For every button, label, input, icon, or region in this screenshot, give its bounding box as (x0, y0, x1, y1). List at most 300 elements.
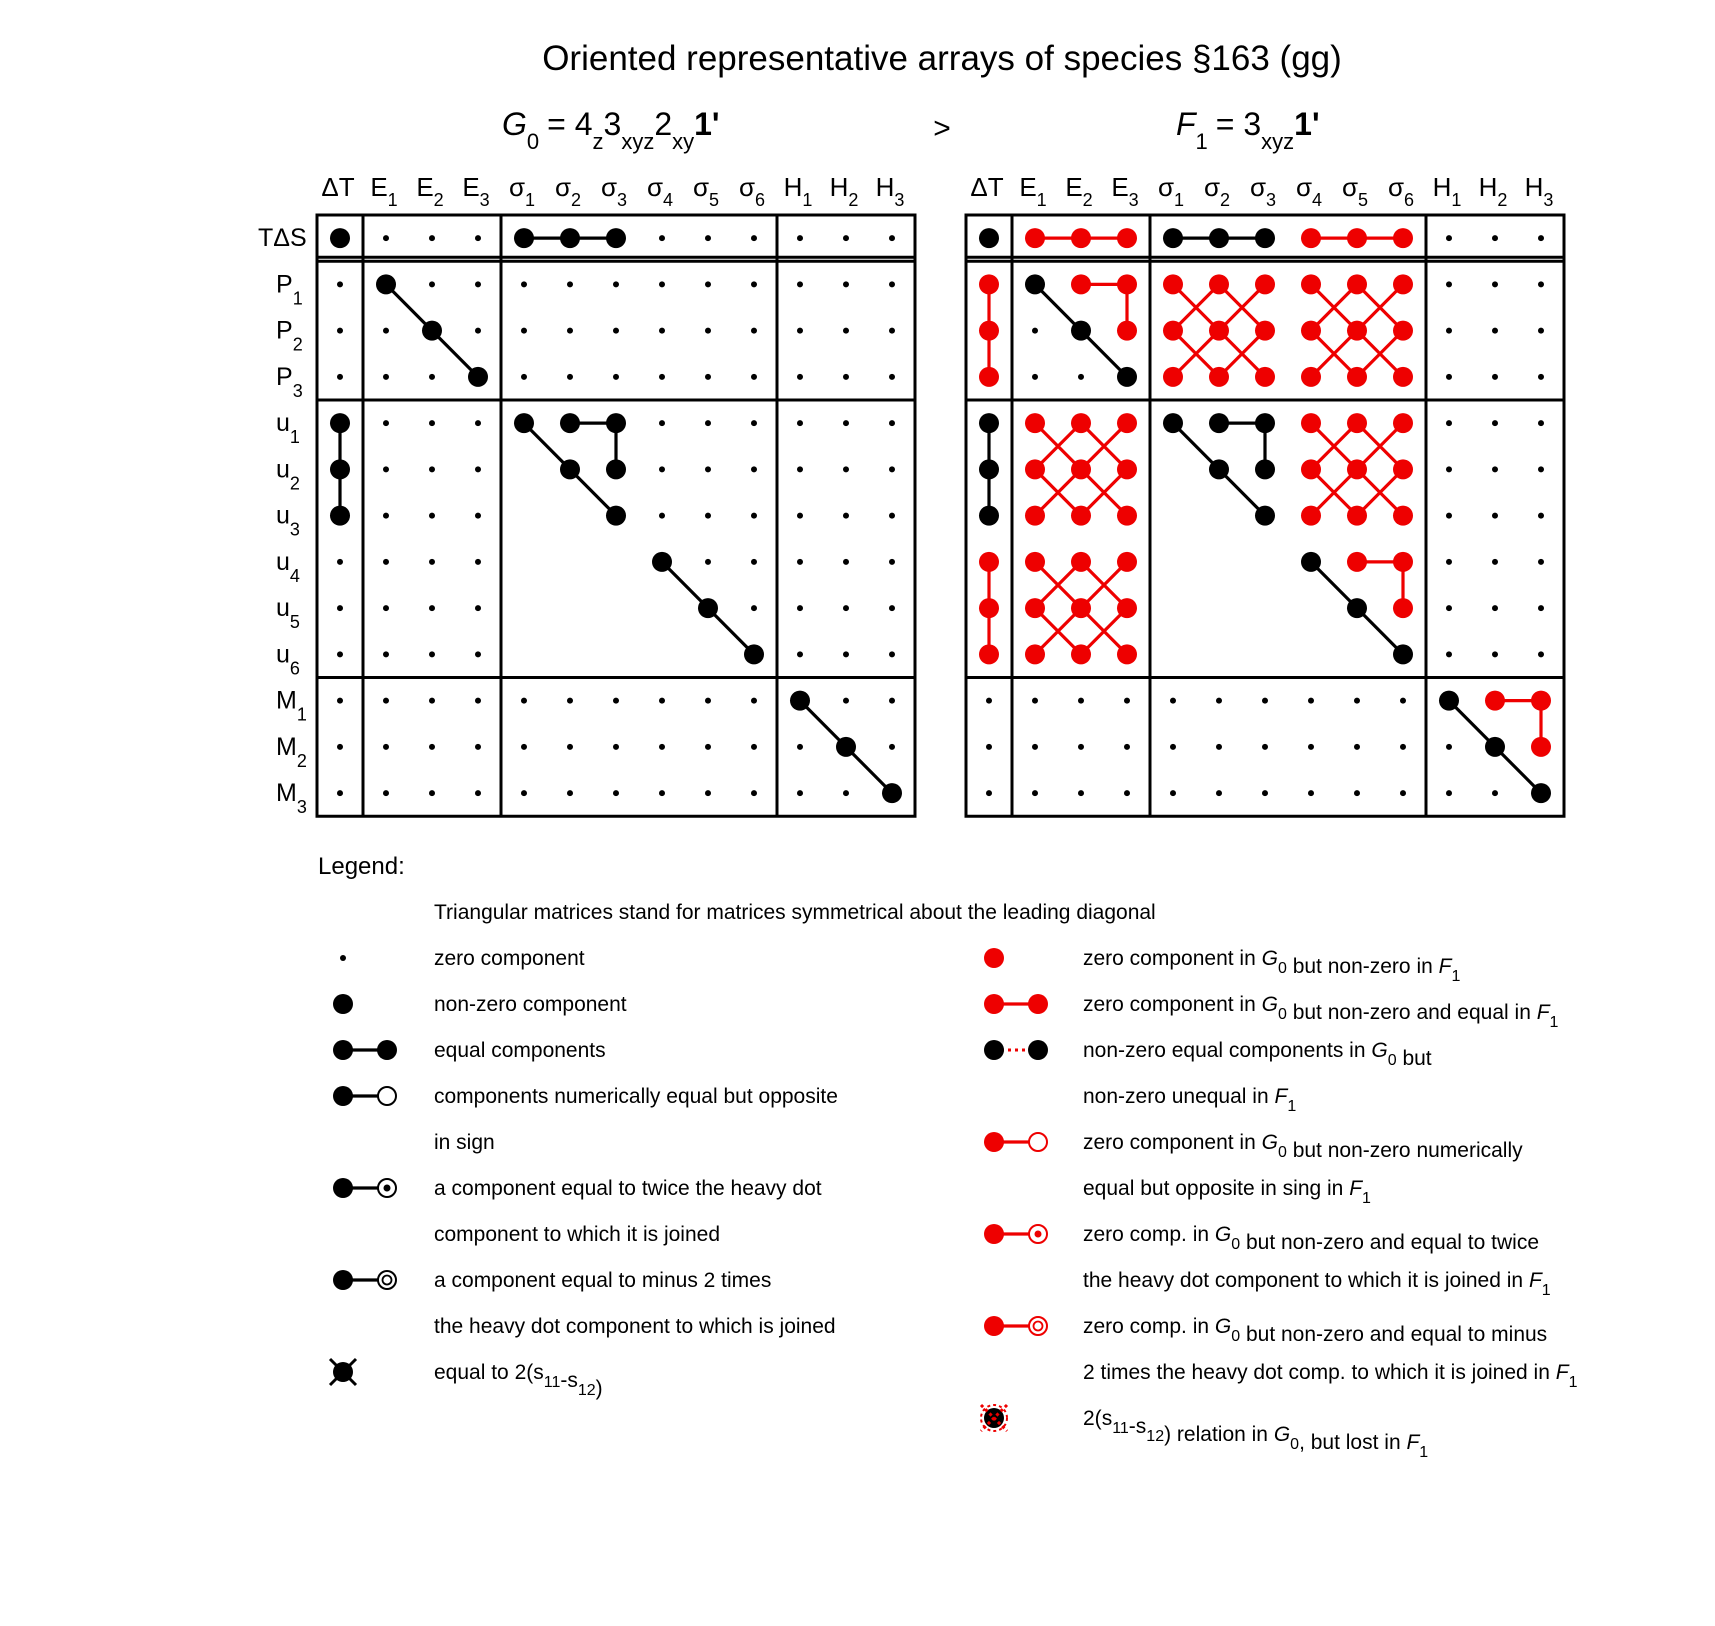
zero-component-dot (337, 559, 343, 565)
red-component-dot (1347, 274, 1367, 294)
zero-component-dot (659, 328, 665, 334)
column-header: $E_2$ (1065, 172, 1093, 210)
left-matrix (317, 172, 915, 816)
red-component-dot (1301, 459, 1321, 479)
opposite-icon (333, 1086, 396, 1106)
zero-component-dot (1354, 698, 1360, 704)
zero-component-dot (889, 466, 895, 472)
zero-component-dot (659, 698, 665, 704)
red-component-dot (1347, 367, 1367, 387)
nonzero-component-dot (979, 228, 999, 248)
zero-component-dot (889, 281, 895, 287)
red-component-dot (1117, 552, 1137, 572)
zero-component-dot (1262, 698, 1268, 704)
zero-component-dot (1538, 605, 1544, 611)
zero-component-dot (843, 790, 849, 796)
nonzero-component-dot (1255, 228, 1275, 248)
legend (318, 853, 1578, 1461)
zero-component-dot (797, 744, 803, 750)
zero-component-dot (1170, 790, 1176, 796)
zero-component-dot (337, 744, 343, 750)
nonzero-component-dot (514, 413, 534, 433)
zero-component-dot (567, 698, 573, 704)
zero-component-dot (383, 513, 389, 519)
red-component-dot (1301, 413, 1321, 433)
zero-component-dot (1078, 374, 1084, 380)
zero-component-dot (1492, 235, 1498, 241)
zero-component-dot (475, 744, 481, 750)
legend-item (984, 1223, 1551, 1299)
zero-component-dot (751, 281, 757, 287)
zero-component-dot (1446, 790, 1452, 796)
zero-component-dot (705, 328, 711, 334)
zero-component-dot (889, 420, 895, 426)
zero-component-dot (475, 328, 481, 334)
column-header: $\sigma_3$ (1249, 172, 1277, 210)
red-component-dot (1209, 274, 1229, 294)
zero-component-dot (1538, 466, 1544, 472)
zero-component-dot (337, 651, 343, 657)
row-header: $M_2$ (276, 732, 307, 771)
zero-component-dot (383, 235, 389, 241)
zero-component-dot (659, 281, 665, 287)
nonzero-component-dot (1347, 598, 1367, 618)
zero-component-dot (1216, 744, 1222, 750)
legend-item-text: component to which it is joined (434, 1223, 720, 1246)
zero-component-dot (1492, 328, 1498, 334)
zero-component-dot (1032, 374, 1038, 380)
zero-component-dot (797, 281, 803, 287)
red-component-dot (979, 274, 999, 294)
zero-component-dot (751, 698, 757, 704)
column-header: $\sigma_2$ (1203, 172, 1231, 210)
zero-component-dot (521, 698, 527, 704)
zero-component-dot (705, 374, 711, 380)
column-header: $\sigma_4$ (646, 172, 674, 210)
legend-item (984, 947, 1460, 985)
zero-component-dot (383, 651, 389, 657)
group-formula: $G_0 = 4_z3_{xyz}2_{xy}1'$ (502, 106, 720, 154)
zero-component-dot (429, 281, 435, 287)
nonzero-component-dot (606, 228, 626, 248)
equal-icon (333, 1040, 397, 1060)
column-header: $\sigma_5$ (692, 172, 720, 210)
zero-component-dot (521, 790, 527, 796)
legend-item (330, 1359, 603, 1400)
zero-component-dot (1492, 374, 1498, 380)
red-component-dot (1025, 459, 1045, 479)
zero-component-dot (429, 744, 435, 750)
nonzero-component-dot (1485, 737, 1505, 757)
zero-component-dot (1492, 513, 1498, 519)
nonzero-component-dot (376, 274, 396, 294)
red-component-dot (979, 598, 999, 618)
zero-component-dot (705, 559, 711, 565)
zero-component-dot (705, 235, 711, 241)
zero-component-dot (889, 605, 895, 611)
zero-component-dot (1032, 744, 1038, 750)
zero-component-dot (1446, 513, 1452, 519)
zero-component-dot (659, 466, 665, 472)
zero-component-dot (659, 235, 665, 241)
zero-component-dot (521, 374, 527, 380)
red-component-dot (1531, 691, 1551, 711)
zero-component-dot (1492, 420, 1498, 426)
zero-component-dot (475, 651, 481, 657)
legend-heading: Legend: (318, 853, 405, 880)
legend-item (984, 1131, 1523, 1207)
zero-component-dot (659, 374, 665, 380)
red-opposite-icon (984, 1132, 1047, 1152)
red-component-dot (1531, 737, 1551, 757)
zero-component-dot (659, 420, 665, 426)
nonzero-component-dot (330, 459, 350, 479)
zero-component-dot (797, 605, 803, 611)
zero-component-dot (613, 744, 619, 750)
zero-component-dot (797, 651, 803, 657)
legend-item-text: zero comp. in $G_0$ but non-zero and equal to minus (1083, 1315, 1548, 1346)
zero-component-dot (567, 281, 573, 287)
zero-component-dot (1032, 328, 1038, 334)
column-header: $H_2$ (1478, 172, 1508, 210)
red-component-dot (1071, 413, 1091, 433)
zero-component-dot (1400, 744, 1406, 750)
legend-item-text: 2 times the heavy dot comp. to which it is joined in $F_1$ (1083, 1361, 1578, 1391)
red-component-dot (1117, 598, 1137, 618)
column-header: $\sigma_2$ (554, 172, 582, 210)
red-component-dot (1301, 367, 1321, 387)
zero-component-dot (337, 328, 343, 334)
group-comparator: > (933, 112, 951, 145)
zero-component-dot (1492, 281, 1498, 287)
nonzero-component-dot (836, 737, 856, 757)
nonzero-component-dot (1209, 413, 1229, 433)
red-component-dot (1393, 598, 1413, 618)
zero-component-dot (475, 559, 481, 565)
twice-icon (333, 1178, 396, 1198)
zero-component-dot (751, 466, 757, 472)
zero-component-dot (705, 466, 711, 472)
nonzero-component-dot (1531, 783, 1551, 803)
red-component-dot (979, 367, 999, 387)
legend-item-text: zero component (434, 947, 585, 970)
nonzero-component-dot (560, 413, 580, 433)
zero-component-dot (337, 605, 343, 611)
zero-component-dot (1492, 790, 1498, 796)
zero-component-dot (429, 466, 435, 472)
row-header: $P_3$ (276, 362, 303, 401)
legend-item (984, 1039, 1432, 1115)
red-component-dot (1255, 274, 1275, 294)
zero-component-dot (843, 466, 849, 472)
zero-component-dot (986, 744, 992, 750)
small-dot-icon (340, 955, 346, 961)
legend-item-text: a component equal to minus 2 times (434, 1269, 772, 1292)
zero-component-dot (889, 374, 895, 380)
zero-component-dot (889, 559, 895, 565)
zero-component-dot (337, 374, 343, 380)
row-header: $M_1$ (276, 686, 307, 725)
row-header: $u_4$ (276, 547, 300, 586)
zero-component-dot (337, 790, 343, 796)
zero-component-dot (843, 420, 849, 426)
red-component-dot (1301, 274, 1321, 294)
legend-item-text: non-zero unequal in $F_1$ (1083, 1085, 1297, 1115)
group-formula: $F_1 = 3_{xyz}1'$ (1176, 106, 1320, 154)
column-header: $E_1$ (370, 172, 398, 210)
nonzero-component-dot (468, 367, 488, 387)
zero-component-dot (429, 559, 435, 565)
red-component-dot (1393, 321, 1413, 341)
red-component-dot (1117, 644, 1137, 664)
red-cross-icon (981, 1405, 1007, 1431)
nonzero-component-dot (1071, 321, 1091, 341)
zero-component-dot (1492, 651, 1498, 657)
zero-component-dot (1354, 744, 1360, 750)
zero-component-dot (1308, 698, 1314, 704)
column-header: $\sigma_5$ (1341, 172, 1369, 210)
zero-component-dot (889, 651, 895, 657)
zero-component-dot (567, 374, 573, 380)
legend-item (981, 1405, 1428, 1461)
zero-component-dot (797, 513, 803, 519)
minus-two-icon (333, 1270, 396, 1290)
red-component-dot (1117, 274, 1137, 294)
red-component-dot (1025, 228, 1045, 248)
column-header: $\sigma_1$ (508, 172, 536, 210)
zero-component-dot (1538, 559, 1544, 565)
red-component-dot (1117, 413, 1137, 433)
red-component-dot (1071, 274, 1091, 294)
legend-item-text: $2(s_{11}-s_{12})$ relation in $G_0$, but lost in $F_1$ (1083, 1407, 1429, 1461)
zero-component-dot (475, 466, 481, 472)
zero-component-dot (843, 513, 849, 519)
red-minus-two-icon (984, 1316, 1047, 1336)
zero-component-dot (429, 790, 435, 796)
nonzero-component-dot (606, 413, 626, 433)
zero-component-dot (521, 328, 527, 334)
zero-component-dot (1538, 513, 1544, 519)
nonzero-component-dot (1209, 459, 1229, 479)
zero-component-dot (1170, 744, 1176, 750)
zero-component-dot (659, 744, 665, 750)
row-labels (258, 224, 307, 817)
legend-item-text: a component equal to twice the heavy dot (434, 1177, 822, 1200)
zero-component-dot (751, 513, 757, 519)
zero-component-dot (1492, 605, 1498, 611)
legend-item (333, 1085, 838, 1154)
zero-component-dot (1492, 559, 1498, 565)
zero-component-dot (1446, 235, 1452, 241)
nonzero-component-dot (1301, 552, 1321, 572)
zero-component-dot (889, 328, 895, 334)
red-component-dot (1485, 691, 1505, 711)
zero-component-dot (475, 281, 481, 287)
zero-component-dot (1124, 790, 1130, 796)
legend-item (340, 947, 585, 970)
red-component-dot (1255, 367, 1275, 387)
zero-component-dot (1446, 420, 1452, 426)
nonzero-component-dot (422, 321, 442, 341)
legend-item-text: non-zero component (434, 993, 627, 1016)
cross-icon (330, 1359, 356, 1385)
nonzero-component-dot (606, 506, 626, 526)
zero-component-dot (1446, 328, 1452, 334)
red-component-dot (1393, 274, 1413, 294)
red-component-dot (1117, 506, 1137, 526)
red-component-dot (1347, 459, 1367, 479)
zero-component-dot (613, 281, 619, 287)
legend-item-text: in sign (434, 1131, 495, 1154)
red-component-dot (1163, 321, 1183, 341)
row-header: TΔS (258, 224, 307, 253)
nonzero-component-dot (1255, 459, 1275, 479)
column-header: $H_3$ (875, 172, 905, 210)
zero-component-dot (1308, 744, 1314, 750)
zero-component-dot (1032, 790, 1038, 796)
red-component-dot (1209, 321, 1229, 341)
column-header: $\sigma_4$ (1295, 172, 1323, 210)
zero-component-dot (843, 328, 849, 334)
column-header: $\sigma_6$ (738, 172, 766, 210)
zero-component-dot (1400, 698, 1406, 704)
nonzero-component-dot (652, 552, 672, 572)
row-header: $u_2$ (276, 455, 300, 494)
nonzero-component-dot (330, 413, 350, 433)
zero-component-dot (889, 744, 895, 750)
red-component-dot (1025, 413, 1045, 433)
legend-item-text: zero component in $G_0$ but non-zero and equal in $F_1$ (1083, 993, 1559, 1031)
zero-component-dot (429, 651, 435, 657)
legend-item-text: equal but opposite in sing in $F_1$ (1083, 1177, 1371, 1207)
nonzero-component-dot (979, 506, 999, 526)
zero-component-dot (1538, 328, 1544, 334)
column-header: $H_1$ (783, 172, 813, 210)
red-component-dot (1117, 321, 1137, 341)
zero-component-dot (889, 235, 895, 241)
zero-component-dot (1538, 374, 1544, 380)
red-component-dot (1117, 459, 1137, 479)
zero-component-dot (1124, 744, 1130, 750)
legend-item-text: the heavy dot component to which is joined (434, 1315, 836, 1338)
red-component-dot (1393, 367, 1413, 387)
column-header: $E_1$ (1019, 172, 1047, 210)
zero-component-dot (429, 374, 435, 380)
legend-item-text: zero component in $G_0$ but non-zero numerically (1083, 1131, 1523, 1162)
zero-component-dot (1262, 744, 1268, 750)
legend-item (333, 1039, 606, 1062)
zero-component-dot (567, 328, 573, 334)
zero-component-dot (705, 513, 711, 519)
zero-component-dot (1400, 790, 1406, 796)
zero-component-dot (1216, 698, 1222, 704)
column-header: $\sigma_1$ (1157, 172, 1185, 210)
zero-component-dot (797, 235, 803, 241)
zero-component-dot (475, 698, 481, 704)
zero-component-dot (383, 420, 389, 426)
zero-component-dot (475, 235, 481, 241)
zero-component-dot (383, 559, 389, 565)
column-header: $E_3$ (462, 172, 490, 210)
left-group-symbol (502, 106, 720, 154)
red-component-dot (1025, 644, 1045, 664)
red-component-dot (1025, 598, 1045, 618)
zero-component-dot (751, 374, 757, 380)
red-component-dot (1393, 459, 1413, 479)
zero-component-dot (751, 744, 757, 750)
red-component-dot (1071, 459, 1091, 479)
red-component-dot (1163, 274, 1183, 294)
zero-component-dot (986, 790, 992, 796)
red-component-dot (1301, 228, 1321, 248)
zero-component-dot (1170, 698, 1176, 704)
right-matrix (966, 172, 1564, 816)
legend-item-text: zero component in $G_0$ but non-zero in $F_1$ (1083, 947, 1461, 985)
zero-component-dot (986, 698, 992, 704)
zero-component-dot (475, 513, 481, 519)
zero-component-dot (383, 698, 389, 704)
zero-component-dot (383, 466, 389, 472)
red-component-dot (1071, 228, 1091, 248)
nonzero-component-dot (1393, 644, 1413, 664)
diagram-title: Oriented representative arrays of species §163 (gg) (542, 39, 1342, 78)
zero-component-dot (613, 790, 619, 796)
nonzero-component-dot (560, 459, 580, 479)
zero-component-dot (429, 698, 435, 704)
zero-component-dot (567, 790, 573, 796)
column-header: $E_3$ (1111, 172, 1139, 210)
zero-component-dot (1078, 790, 1084, 796)
red-component-dot (1301, 506, 1321, 526)
zero-component-dot (843, 698, 849, 704)
zero-component-dot (1446, 605, 1452, 611)
nonzero-component-dot (514, 228, 534, 248)
red-component-dot (1301, 321, 1321, 341)
zero-component-dot (659, 513, 665, 519)
nonzero-component-dot (1255, 506, 1275, 526)
zero-component-dot (705, 281, 711, 287)
row-header: $M_3$ (276, 779, 307, 818)
nonzero-component-dot (330, 506, 350, 526)
zero-component-dot (1538, 235, 1544, 241)
zero-component-dot (429, 235, 435, 241)
nonzero-component-dot (560, 228, 580, 248)
legend-item (333, 993, 627, 1016)
red-twice-icon (984, 1224, 1047, 1244)
column-header: ΔT (321, 172, 355, 202)
legend-item-text: the heavy dot component to which it is joined in $F_1$ (1083, 1269, 1551, 1299)
nonzero-component-dot (790, 691, 810, 711)
zero-component-dot (797, 420, 803, 426)
zero-component-dot (429, 513, 435, 519)
nonzero-component-dot (698, 598, 718, 618)
nonzero-component-dot (1117, 367, 1137, 387)
row-header: $u_1$ (276, 409, 300, 448)
legend-item (984, 1315, 1578, 1391)
red-component-dot (1025, 552, 1045, 572)
nonzero-component-dot (979, 413, 999, 433)
zero-component-dot (1446, 374, 1452, 380)
row-header: $u_5$ (276, 594, 300, 633)
zero-component-dot (429, 605, 435, 611)
legend-item-text: non-zero equal components in $G_0$ but (1083, 1039, 1432, 1070)
zero-component-dot (797, 790, 803, 796)
nonzero-component-dot (1439, 691, 1459, 711)
red-component-dot (1117, 228, 1137, 248)
nonzero-component-dot (1163, 228, 1183, 248)
zero-component-dot (797, 374, 803, 380)
zero-component-dot (337, 698, 343, 704)
